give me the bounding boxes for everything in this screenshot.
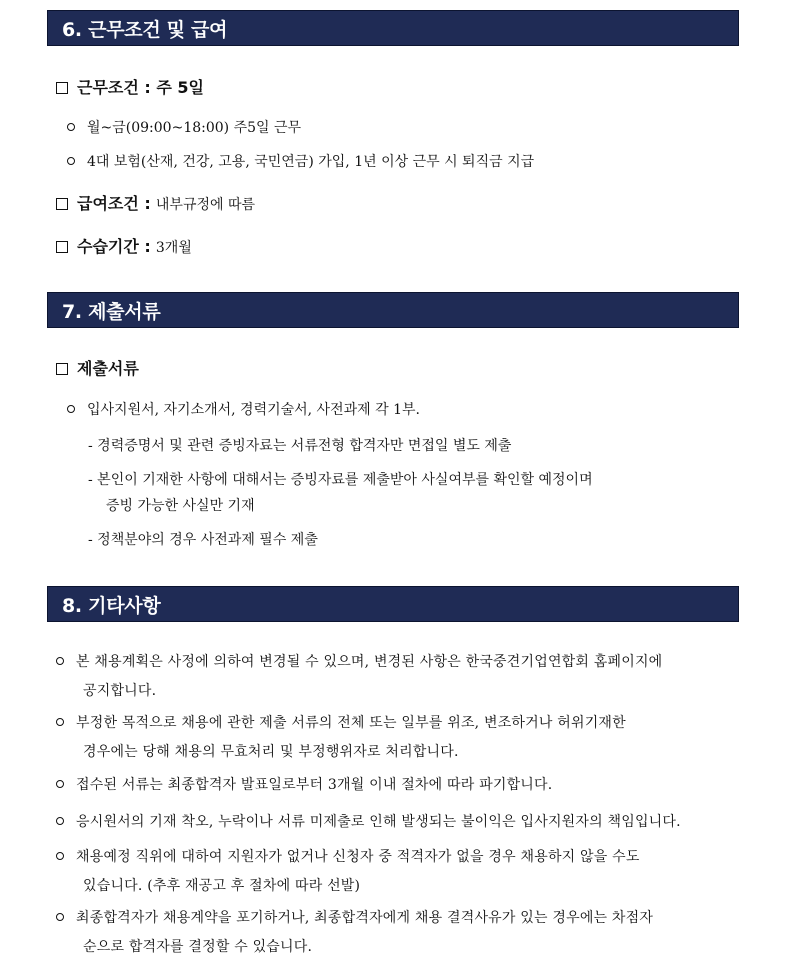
- list-item: 부정한 목적으로 채용에 관한 제출 서류의 전체 또는 일부를 위조, 변조하거나 허위기재한 경우에는 당해 채용의 무효처리 및 부정행위자로 처리합니다.: [56, 709, 746, 767]
- list-item: 입사지원서, 자기소개서, 경력기술서, 사전과제 각 1부.: [67, 400, 420, 420]
- pay-conditions-heading: 급여조건 : 내부규정에 따름: [56, 194, 255, 215]
- section-7-title: 7. 제출서류: [62, 300, 161, 323]
- circle-bullet-icon: [67, 123, 75, 131]
- circle-bullet-icon: [56, 852, 64, 860]
- circle-bullet-icon: [67, 157, 75, 165]
- checkbox-square-icon: [56, 198, 68, 210]
- circle-bullet-icon: [56, 657, 64, 665]
- circle-bullet-icon: [56, 718, 64, 726]
- sub-list-item: - 본인이 기재한 사항에 대해서는 증빙자료를 제출받아 사실여부를 확인할 예정이며: [88, 472, 593, 488]
- list-item: 채용예정 직위에 대하여 지원자가 없거나 신청자 중 적격자가 없을 경우 채용하지 않을 수도 있습니다. (추후 재공고 후 절차에 따라 선발): [56, 843, 746, 901]
- sub-list-item-continuation: 증빙 가능한 사실만 기재: [106, 498, 255, 514]
- list-item: 접수된 서류는 최종합격자 발표일로부터 3개월 이내 절차에 따라 파기합니다.: [56, 771, 746, 800]
- checkbox-square-icon: [56, 363, 68, 375]
- section-7-header: [47, 292, 739, 328]
- list-item: 최종합격자가 채용계약을 포기하거나, 최종합격자에게 채용 결격사유가 있는 경우에는 차점자 순으로 합격자를 결정할 수 있습니다.: [56, 904, 746, 962]
- section-8-header: [47, 586, 739, 622]
- checkbox-square-icon: [56, 241, 68, 253]
- sub-list-item: - 정책분야의 경우 사전과제 필수 제출: [88, 532, 318, 548]
- sub-list-item: - 경력증명서 및 관련 증빙자료는 서류전형 합격자만 면접일 별도 제출: [88, 438, 512, 454]
- list-item: 응시원서의 기재 착오, 누락이나 서류 미제출로 인해 발생되는 불이익은 입사지원자의 책임입니다.: [56, 808, 746, 837]
- training-period-heading: 수습기간 : 3개월: [56, 237, 192, 258]
- circle-bullet-icon: [67, 405, 75, 413]
- circle-bullet-icon: [56, 817, 64, 825]
- documents-heading: 제출서류: [56, 359, 139, 379]
- circle-bullet-icon: [56, 913, 64, 921]
- section-6-header: [47, 10, 739, 46]
- list-item: 월~금(09:00~18:00) 주5일 근무: [67, 118, 301, 138]
- section-8-title: 8. 기타사항: [62, 594, 161, 617]
- checkbox-square-icon: [56, 82, 68, 94]
- list-item: 4대 보험(산재, 건강, 고용, 국민연금) 가입, 1년 이상 근무 시 퇴직금 지급: [67, 152, 534, 172]
- list-item: 본 채용계획은 사정에 의하여 변경될 수 있으며, 변경된 사항은 한국중견기업연합회 홈페이지에 공지합니다.: [56, 648, 746, 706]
- circle-bullet-icon: [56, 780, 64, 788]
- work-conditions-heading: 근무조건 : 주 5일: [56, 78, 204, 98]
- section-6-title: 6. 근무조건 및 급여: [62, 18, 228, 41]
